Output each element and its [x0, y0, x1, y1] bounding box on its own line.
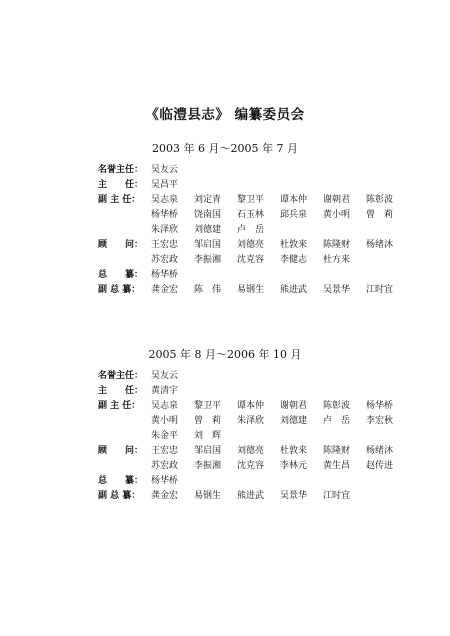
member-name: 吴志泉: [151, 195, 179, 205]
member-name: 李振湘: [194, 255, 222, 265]
role-label: 副 总 纂：: [98, 491, 141, 501]
member-name: 江时宜: [323, 491, 351, 501]
committee-row: [98, 163, 388, 178]
role-label: 名誉主任：: [98, 371, 144, 381]
member-names: [151, 489, 409, 504]
member-name: 朱泽欣: [151, 225, 179, 235]
member-name: 吴景华: [323, 285, 351, 295]
member-name: 黄清宇: [151, 386, 179, 396]
member-name: 谢朝君: [323, 195, 351, 205]
role-label: 副 总 纂：: [98, 285, 141, 295]
member-names: [151, 384, 409, 399]
member-name: 杨绪沐: [366, 446, 394, 456]
member-name: 谢朝君: [280, 401, 308, 411]
member-name: 杨华桥: [151, 476, 179, 486]
member-name: 吴友云: [151, 165, 179, 175]
member-name: 龚金宏: [151, 491, 179, 501]
member-name: 李健志: [280, 255, 308, 265]
member-name: 陈彰波: [366, 195, 394, 205]
member-name: 刘德建: [280, 416, 308, 426]
role-label: 副 主 任：: [98, 195, 141, 205]
member-name: 熊进武: [237, 491, 265, 501]
committee-row: [98, 384, 388, 399]
member-name: 杨华桥: [366, 401, 394, 411]
committee-row: [98, 238, 394, 268]
committee-row: [98, 444, 394, 474]
member-name: 朱泽欣: [237, 416, 265, 426]
member-name: 石玉林: [237, 210, 265, 220]
member-name: 王宏忠: [151, 240, 179, 250]
member-name: 吴友云: [151, 371, 179, 381]
committee-row: [98, 489, 388, 504]
page-title: 《临澧县志》 编纂委员会: [145, 107, 305, 123]
member-name: 沈克容: [237, 255, 265, 265]
role-label: 总 纂：: [98, 476, 144, 486]
role-label: 顾 问：: [98, 240, 144, 250]
committee-row: [98, 369, 388, 384]
member-name: 邱兵泉: [280, 210, 308, 220]
member-name: 沈克容: [237, 461, 265, 471]
member-name: 刘定青: [194, 195, 222, 205]
member-name: 杜敦来: [280, 446, 308, 456]
member-names: [151, 238, 409, 268]
member-name: 杜敦来: [280, 240, 308, 250]
role-label: 名誉主任：: [98, 165, 144, 175]
member-name: 卢 岳: [237, 225, 265, 235]
member-name: 谭本仲: [237, 401, 265, 411]
member-name: 卢 岳: [323, 416, 351, 426]
member-names: [151, 283, 409, 298]
member-names: [151, 268, 409, 283]
member-name: 吴昌平: [151, 180, 179, 190]
member-names: [151, 193, 409, 238]
role-label: 主 任：: [98, 180, 144, 190]
committee-row: [98, 474, 388, 489]
member-names: [151, 399, 409, 444]
member-names: [151, 474, 409, 489]
member-name: 王宏忠: [151, 446, 179, 456]
member-name: 刘 辉: [194, 431, 222, 441]
member-name: 李宏秋: [366, 416, 394, 426]
member-name: 杨华桥: [151, 210, 179, 220]
role-label: 副 主 任：: [98, 401, 141, 411]
member-name: 刘德建: [194, 225, 222, 235]
role-label: 总 纂：: [98, 270, 144, 280]
role-label: 顾 问：: [98, 446, 144, 456]
member-names: [151, 178, 409, 193]
committee-row: [98, 283, 394, 298]
member-name: 吴志泉: [151, 401, 179, 411]
role-label: 主 任：: [98, 386, 144, 396]
committee-row: [98, 268, 388, 283]
period-heading-2: 2005 年 8 月～2006 年 10 月: [148, 348, 302, 361]
member-name: 赵传进: [366, 461, 394, 471]
member-name: 江时宜: [366, 285, 394, 295]
member-name: 刘德亮: [237, 240, 265, 250]
member-name: 杜方来: [323, 255, 351, 265]
committee-list-1: [98, 163, 394, 298]
member-name: 苏宏政: [151, 461, 179, 471]
committee-list-2: [98, 369, 394, 504]
committee-row: [98, 399, 394, 444]
member-name: 刘德亮: [237, 446, 265, 456]
member-name: 邹启国: [194, 240, 222, 250]
member-name: 苏宏政: [151, 255, 179, 265]
member-name: 饶南国: [194, 210, 222, 220]
member-name: 李振湘: [194, 461, 222, 471]
member-name: 易钢生: [237, 285, 265, 295]
member-name: 黄小明: [151, 416, 179, 426]
member-name: 邹启国: [194, 446, 222, 456]
member-name: 陈隆财: [323, 446, 351, 456]
member-name: 曾 莉: [194, 416, 222, 426]
member-name: 易钢生: [194, 491, 222, 501]
committee-row: [98, 178, 388, 193]
member-name: 陈 伟: [194, 285, 222, 295]
member-name: 朱金平: [151, 431, 179, 441]
member-name: 谭本仲: [280, 195, 308, 205]
member-name: 陈彰波: [323, 401, 351, 411]
member-name: 李林元: [280, 461, 308, 471]
member-name: 陈隆财: [323, 240, 351, 250]
member-name: 熊进武: [280, 285, 308, 295]
member-name: 曾 莉: [366, 210, 394, 220]
committee-row: [98, 193, 394, 238]
member-names: [151, 444, 409, 474]
member-name: 杨绪沐: [366, 240, 394, 250]
member-name: 龚金宏: [151, 285, 179, 295]
member-name: 黎卫平: [237, 195, 265, 205]
member-names: [151, 369, 409, 384]
member-names: [151, 163, 409, 178]
member-name: 黄小明: [323, 210, 351, 220]
member-name: 杨华桥: [151, 270, 179, 280]
member-name: 吴景华: [280, 491, 308, 501]
member-name: 黄生昌: [323, 461, 351, 471]
period-heading-1: 2003 年 6 月～2005 年 7 月: [152, 142, 298, 155]
member-name: 黎卫平: [194, 401, 222, 411]
